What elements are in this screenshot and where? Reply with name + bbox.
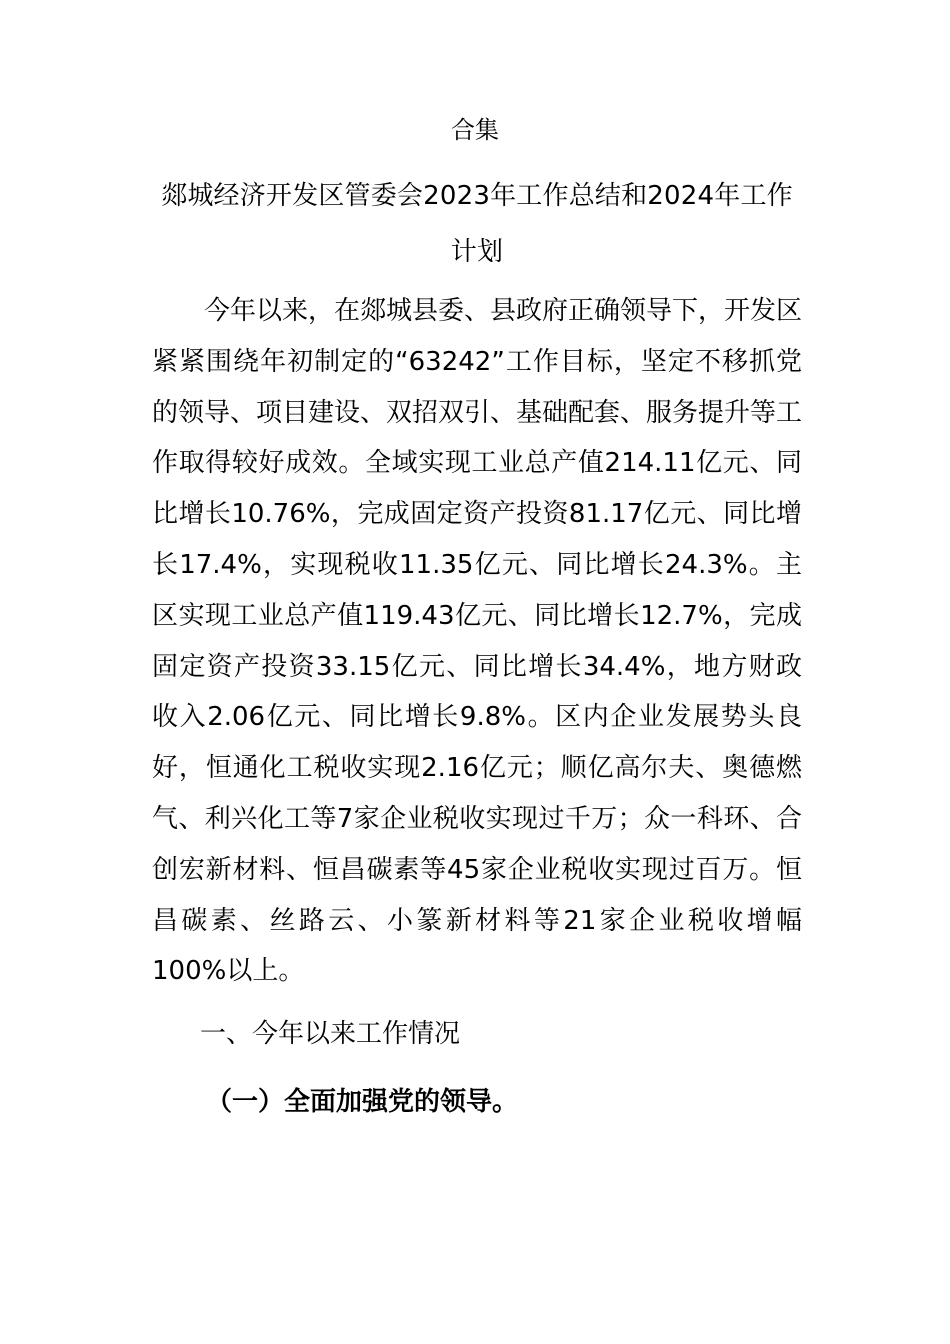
sub-heading: （一）全面加强党的领导。: [206, 1087, 519, 1117]
intro-paragraph: 今年以来，在郯城县委、县政府正确领导下，开发区紧紧围绕年初制定的“63242”工作目标，坚定不移抓党的领导、项目建设、双招双引、基础配套、服务提升等工作取得较好成效。全域实现工业总产值214.11亿元、同比增长10.76%，完成固定资产投资81.17亿元、同比增长17.4%，实现税收11.35亿元、同比增长24.3%。主区实现工业总产值119.43亿元、同比增长12.7%，完成固定资产投资33.15亿元、同比增长34.4%，地方财政收入2.06亿元、同比增长9.8%。区内企业发展势头良好，恒通化工税收实现2.16亿元；顺亿高尔夫、奥德燃气、利兴化工等7家企业税收实现过千万；众一科环、合创宏新材料、恒昌碳素等45家企业税收实现过百万。恒昌碳素、丝路云、小篆新材料等21家企业税收增幅100%以上。: [152, 296, 803, 987]
page-header: 合集: [451, 116, 499, 144]
section-heading: 一、今年以来工作情况: [200, 1019, 461, 1049]
document-title: 郯城经济开发区管委会2023年工作总结和2024年工作计划: [161, 181, 793, 267]
